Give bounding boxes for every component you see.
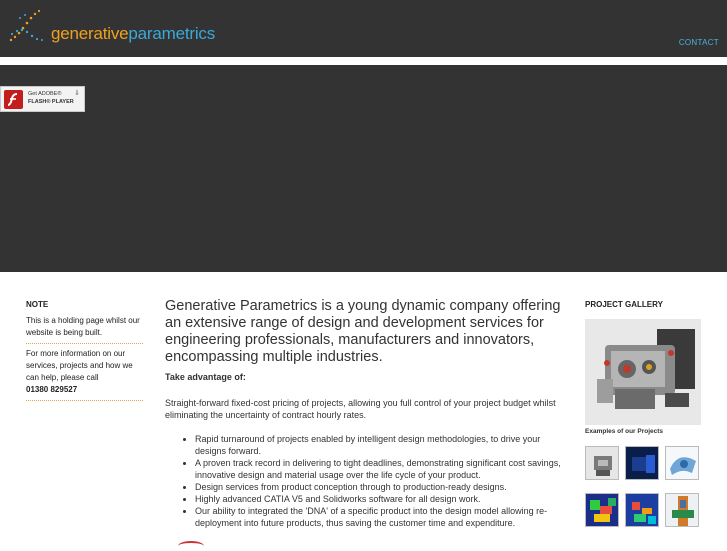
main-content (165, 298, 565, 529)
gallery-caption: Examples of our Projects (585, 428, 664, 435)
logo[interactable] (8, 6, 248, 48)
list-item: • Design services from product conception through to production-ready designs. (195, 481, 565, 493)
list-item: • Highly advanced CATIA V5 and Solidworks software for all design work. (195, 493, 565, 505)
flash-badge-line1: Get ADOBE® (28, 91, 62, 97)
note-sidebar (26, 300, 143, 401)
contact-link[interactable]: CONTACT (678, 38, 719, 47)
flash-badge-line2: FLASH® PLAYER (28, 99, 74, 105)
gallery-featured-image[interactable] (585, 319, 701, 425)
list-item: • Rapid turnaround of projects enabled by intelligent design methodologies, to drive your designs forward. (195, 433, 565, 457)
logo-text-generative: generative (51, 24, 129, 43)
engine-render-image (585, 319, 701, 425)
note-holding-text: This is a holding page whilst our website is being built. (26, 315, 143, 344)
list-item: • Our ability to integrated the 'DNA' of a specific product into the design model allowing re-deployment into future products, thus saving the customer time and expenditure. (195, 505, 565, 529)
flash-logo-icon (4, 90, 23, 109)
download-arrow-icon: ⇓ (74, 90, 80, 97)
benefits-list (165, 433, 565, 529)
pricing-paragraph: Straight-forward fixed-cost pricing of projects, allowing you full control of your project budget whilst eliminating the uncertainty of contract hourly rates. (165, 398, 556, 420)
note-contact-block (26, 348, 143, 401)
get-flash-player-button[interactable] (0, 86, 85, 112)
note-contact-text: For more information on our services, projects and how we can help, please call (26, 349, 133, 382)
gallery-heading: PROJECT GALLERY (585, 300, 663, 309)
project-gallery (585, 300, 705, 435)
gallery-thumbnail-5[interactable] (625, 493, 659, 527)
gallery-thumbnail-1[interactable] (585, 446, 619, 480)
logo-text-parametrics: parametrics (128, 24, 215, 43)
gallery-thumbnail-6[interactable] (665, 493, 699, 527)
flash-content-area (0, 65, 727, 272)
gallery-thumbnail-2[interactable] (625, 446, 659, 480)
take-advantage-heading: Take advantage of: (165, 372, 246, 382)
site-header (0, 0, 727, 57)
gallery-thumbnail-3[interactable] (665, 446, 699, 480)
logo-text (51, 24, 215, 44)
note-heading: NOTE (26, 300, 49, 309)
intro-paragraph: Generative Parametrics is a young dynamic company offering an extensive range of design and development services for engineering professionals, manufacturers and innovators, encompassing multiple industries. (165, 298, 561, 365)
list-item: • A proven track record in delivering to tight deadlines, demonstrating significant cost savings, innovative design and material usage over the life cycle of your product. (195, 457, 565, 481)
partial-logo-graphic (178, 541, 204, 551)
note-phone-number: 01380 829527 (26, 385, 78, 394)
gallery-thumbnail-4[interactable] (585, 493, 619, 527)
